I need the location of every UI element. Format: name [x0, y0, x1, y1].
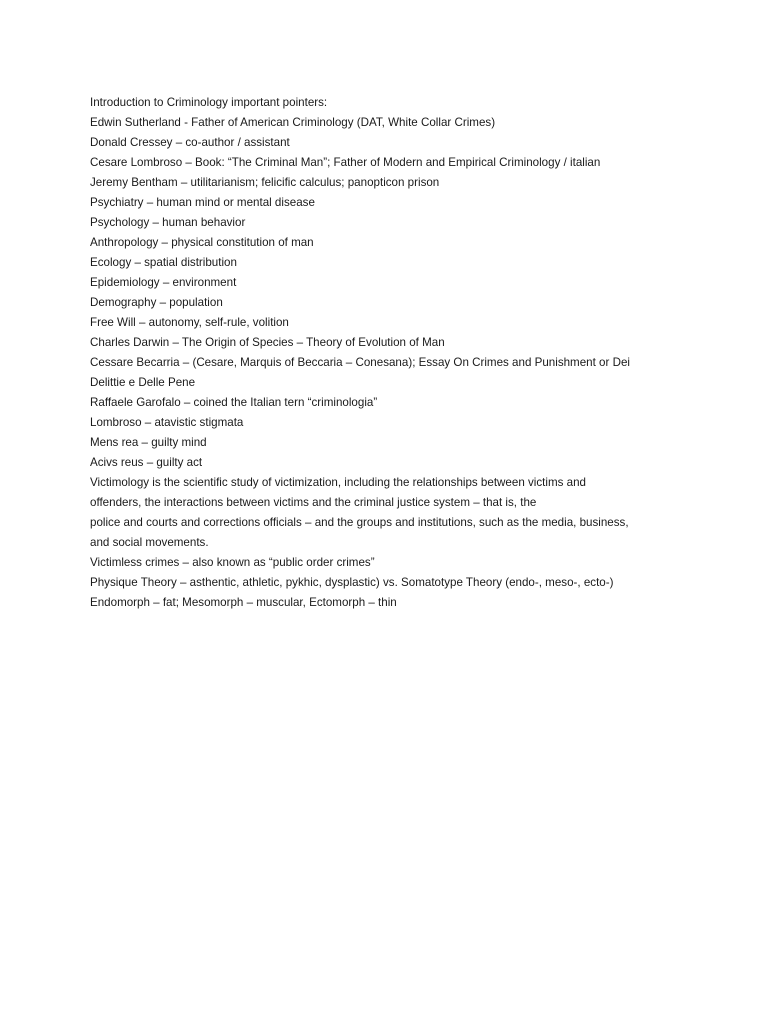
text-line: Cessare Becarria – (Cesare, Marquis of Beccaria – Conesana); Essay On Crimes and Punishment or Dei	[90, 356, 630, 369]
text-line: Ecology – spatial distribution	[90, 256, 237, 269]
text-line: Delittie e Delle Pene	[90, 376, 196, 389]
text-line: Anthropology – physical constitution of man	[90, 236, 314, 249]
text-line: Edwin Sutherland - Father of American Criminology (DAT, White Collar Crimes)	[90, 116, 496, 129]
text-line: offenders, the interactions between victims and the criminal justice system – that is, the	[90, 496, 537, 509]
text-line: Acivs reus – guilty act	[90, 456, 203, 469]
text-line: Raffaele Garofalo – coined the Italian tern “criminologia”	[90, 396, 378, 409]
text-line: Psychology – human behavior	[90, 216, 246, 229]
document-title: Introduction to Criminology important pointers:	[90, 96, 328, 109]
text-line: Psychiatry – human mind or mental disease	[90, 196, 315, 209]
text-line: Victimology is the scientific study of victimization, including the relationships between victims and	[90, 476, 586, 489]
text-line: Free Will – autonomy, self-rule, volition	[90, 316, 289, 329]
text-line: Mens rea – guilty mind	[90, 436, 207, 449]
text-line: Jeremy Bentham – utilitarianism; felicific calculus; panopticon prison	[90, 176, 440, 189]
text-line: Epidemiology – environment	[90, 276, 237, 289]
text-line: police and courts and corrections officials – and the groups and institutions, such as the media, business,	[90, 516, 629, 529]
text-line: Physique Theory – asthentic, athletic, pykhic, dysplastic) vs. Somatotype Theory (endo-, meso-, ecto-)	[90, 576, 614, 589]
text-line: Lombroso – atavistic stigmata	[90, 416, 244, 429]
text-line: Endomorph – fat; Mesomorph – muscular, Ectomorph – thin	[90, 596, 397, 609]
text-line: and social movements.	[90, 536, 209, 549]
text-line: Charles Darwin – The Origin of Species – Theory of Evolution of Man	[90, 336, 445, 349]
text-line: Cesare Lombroso – Book: “The Criminal Man”; Father of Modern and Empirical Criminology / italian	[90, 156, 601, 169]
document-body	[90, 93, 690, 613]
text-line: Demography – population	[90, 296, 223, 309]
text-line: Victimless crimes – also known as “public order crimes”	[90, 556, 375, 569]
text-line: Donald Cressey – co-author / assistant	[90, 136, 290, 149]
